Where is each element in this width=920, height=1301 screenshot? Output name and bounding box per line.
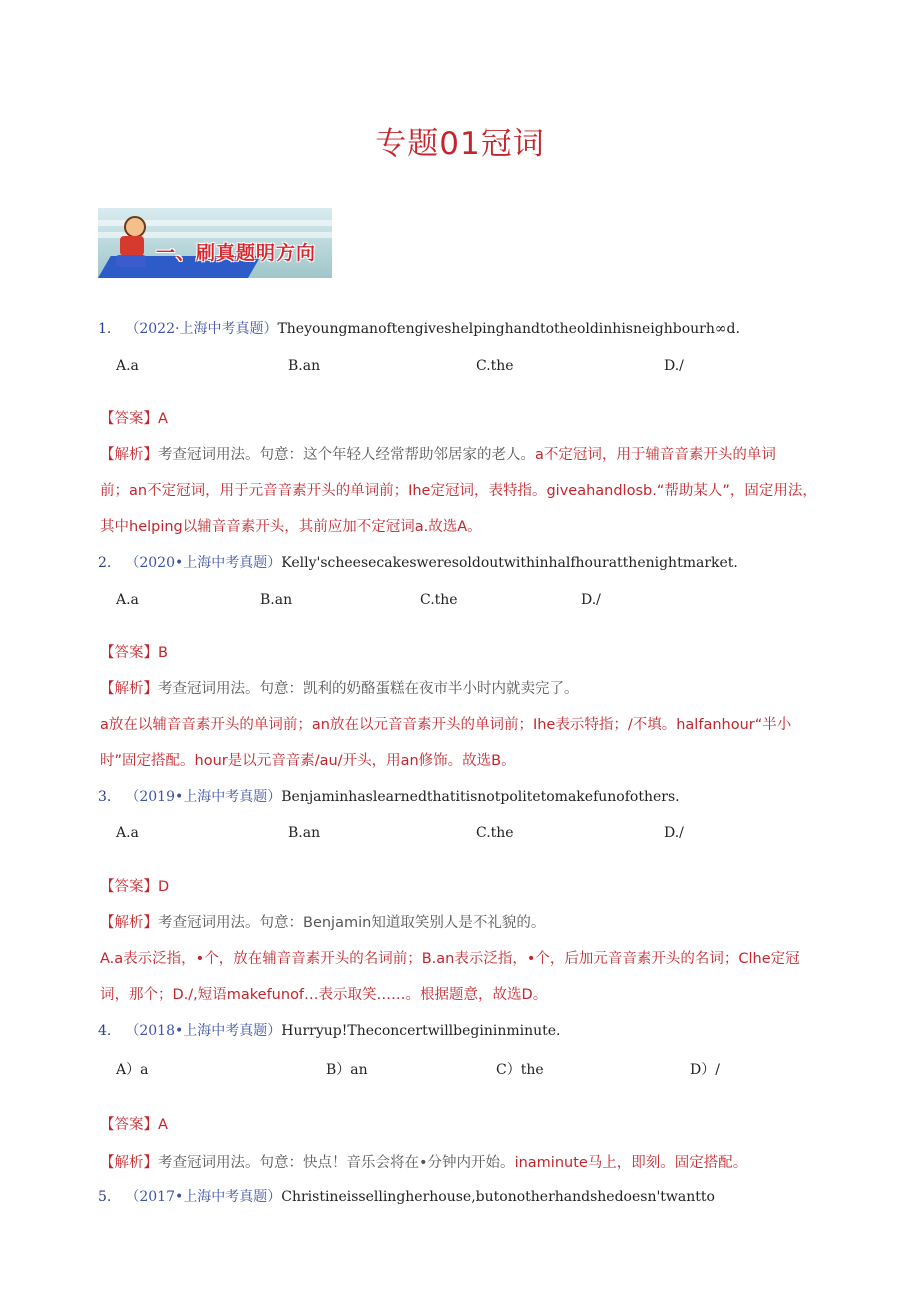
kid-body-illustration bbox=[120, 236, 144, 256]
question-1 bbox=[98, 318, 740, 338]
answer-line: 【答案】A bbox=[100, 411, 168, 427]
option-a: A）a bbox=[116, 1062, 149, 1078]
question-stem: Benjaminhaslearnedthatitisnotpolitetomakefunofothers. bbox=[281, 789, 680, 805]
option-a: A.a bbox=[116, 358, 139, 374]
question-stem: Kelly'scheesecakesweresoldoutwithinhalfhouratthenightmarket. bbox=[281, 555, 738, 571]
analysis-text: a不定冠词，用于辅音音素开头的单词 bbox=[535, 447, 776, 463]
analysis-text: a放在以辅音音素开头的单词前；an放在以元音音素开头的单词前；Ihe表示特指；/不填。halfanhour“半小 bbox=[100, 717, 792, 733]
kid-legs-illustration bbox=[116, 255, 146, 267]
question-source: （2022·上海中考真题） bbox=[125, 321, 278, 337]
option-a: A.a bbox=[116, 592, 139, 608]
banner-text: 一、刷真题明方向 bbox=[156, 242, 317, 264]
option-d: D./ bbox=[664, 825, 684, 841]
analysis-lead: 考查冠词用法。句意：这个年轻人经常帮助邻居家的老人。 bbox=[158, 447, 535, 463]
question-source: （2020•上海中考真题） bbox=[125, 555, 282, 571]
analysis-text: 其中helping以辅音音素开头，其前应加不定冠词a.故选A。 bbox=[100, 519, 482, 535]
question-5 bbox=[98, 1186, 715, 1206]
answer-line: 【答案】A bbox=[100, 1117, 168, 1133]
option-b: B.an bbox=[288, 358, 321, 374]
analysis-line bbox=[100, 677, 579, 698]
question-number: 1. bbox=[98, 321, 112, 337]
question-source: （2018•上海中考真题） bbox=[125, 1023, 282, 1039]
analysis-text: A.a表示泛指，•个，放在辅音音素开头的名词前；B.an表示泛指，•个，后加元音音素开头的名词；Clhe定冠 bbox=[100, 951, 800, 967]
analysis-label: 【解析】 bbox=[100, 681, 158, 697]
question-2 bbox=[98, 552, 738, 572]
answer-line: 【答案】D bbox=[100, 879, 170, 895]
option-b: B.an bbox=[288, 825, 321, 841]
option-c: C.the bbox=[476, 358, 514, 374]
analysis-text: 前；an不定冠词，用于元音音素开头的单词前；Ihe定冠词，表特指。giveahandlosb.“帮助某人”，固定用法， bbox=[100, 483, 817, 499]
analysis-line bbox=[100, 443, 776, 464]
option-c: C.the bbox=[476, 825, 514, 841]
question-source: （2019•上海中考真题） bbox=[125, 789, 282, 805]
analysis-text: 词，那个；D./,短语makefunof…表示取笑……。根据题意，故选D。 bbox=[100, 987, 548, 1003]
option-d: D./ bbox=[664, 358, 684, 374]
question-source: （2017•上海中考真题） bbox=[125, 1189, 282, 1205]
question-4 bbox=[98, 1020, 561, 1040]
option-c: C）the bbox=[496, 1062, 544, 1078]
option-a: A.a bbox=[116, 825, 139, 841]
option-b: B）an bbox=[326, 1062, 368, 1078]
analysis-label: 【解析】 bbox=[100, 1155, 158, 1171]
analysis-line bbox=[100, 1151, 747, 1172]
page-title: 专题01冠词 bbox=[375, 126, 545, 162]
section-banner bbox=[98, 208, 332, 278]
analysis-lead: 考查冠词用法。句意：凯利的奶酪蛋糕在夜市半小时内就卖完了。 bbox=[158, 681, 579, 697]
question-number: 3. bbox=[98, 789, 112, 805]
analysis-label: 【解析】 bbox=[100, 447, 158, 463]
option-d: D./ bbox=[581, 592, 601, 608]
question-3 bbox=[98, 786, 680, 806]
analysis-line bbox=[100, 911, 545, 932]
question-number: 2. bbox=[98, 555, 112, 571]
analysis-lead: 考查冠词用法。句意：快点！音乐会将在•分钟内开始。 bbox=[158, 1155, 515, 1171]
kid-head-illustration bbox=[124, 216, 146, 238]
question-stem: Christineissellingherhouse,butonotherhandshedoesn'twantto bbox=[281, 1189, 715, 1205]
option-c: C.the bbox=[420, 592, 458, 608]
question-stem: Hurryup!Theconcertwillbegininminute. bbox=[281, 1023, 561, 1039]
analysis-text: inaminute马上，即刻。固定搭配。 bbox=[514, 1155, 748, 1171]
analysis-text: 时”固定搭配。hour是以元音音素/au/开头，用an修饰。故选B。 bbox=[100, 753, 516, 769]
question-stem: Theyoungmanoftengiveshelpinghandtotheoldinhisneighbourh∞d. bbox=[277, 321, 740, 337]
option-b: B.an bbox=[260, 592, 293, 608]
answer-line: 【答案】B bbox=[100, 645, 168, 661]
question-number: 5. bbox=[98, 1189, 112, 1205]
question-number: 4. bbox=[98, 1023, 112, 1039]
analysis-lead: 考查冠词用法。句意：Benjamin知道取笑别人是不礼貌的。 bbox=[158, 915, 546, 931]
analysis-label: 【解析】 bbox=[100, 915, 158, 931]
option-d: D）/ bbox=[690, 1062, 720, 1078]
